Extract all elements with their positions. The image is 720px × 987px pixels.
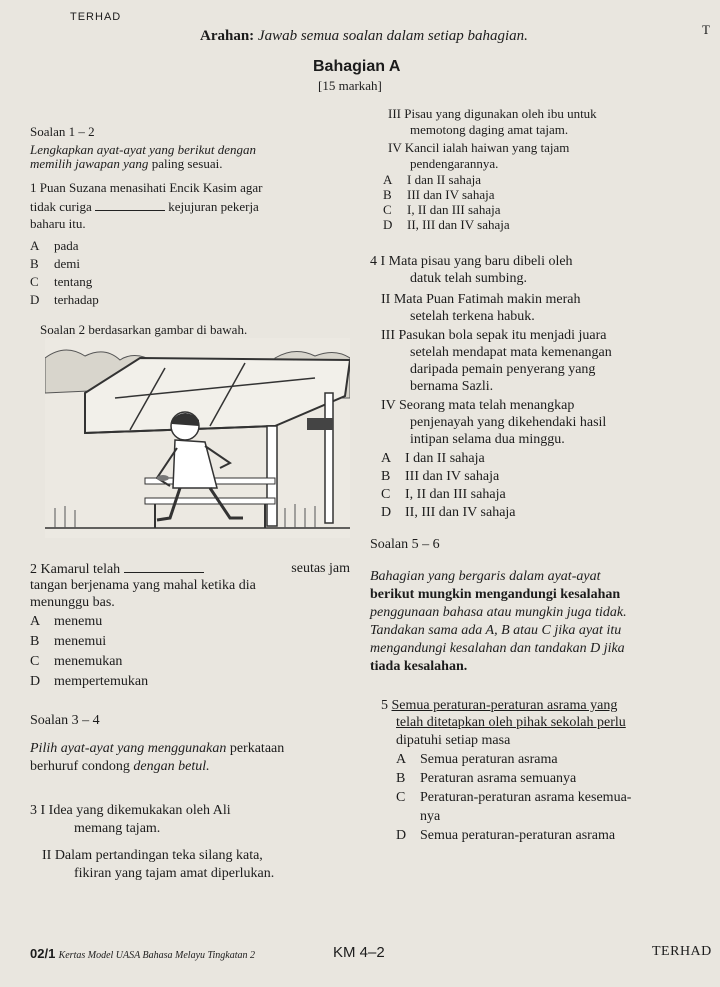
q2-blank [124,560,204,573]
q3-item-I-line2: memang tajam. [74,821,161,836]
option-text: I dan II sahaja [405,451,485,466]
q3-item-II-line1: II Dalam pertandingan teka silang kata, [42,848,263,863]
option-letter: D [381,505,392,520]
q3-4-instr-line2 [30,758,210,775]
q4-item-IV-line2: penjenayah yang dikehendaki hasil [410,415,607,430]
q4-item-III-line4: bernama Sazli. [410,379,494,394]
option-text: menemui [54,634,107,649]
q1-text-a: tidak curiga [30,199,92,214]
option-letter: A [396,752,407,767]
bus-stop-illustration [45,338,350,538]
q4-item-I-line1: 4 I Mata pisau yang baru dibeli oleh [370,254,573,269]
q1-option-b[interactable] [30,256,99,274]
q5-6-instr-line3: penggunaan bahasa atau mungkin juga tidak. [370,605,627,620]
q3-4-instr-line1 [30,740,284,757]
option-letter: B [30,634,40,649]
option-text: I, II dan III sahaja [405,487,506,502]
q5-stem-line2: telah ditetapkan oleh pihak sekolah perlu [396,715,626,730]
q2-option-c[interactable] [30,653,148,673]
q4-item-I-line2: datuk telah sumbing. [410,271,528,286]
option-text: Peraturan-peraturan asrama kesemua- [420,790,632,805]
option-text: menemukan [54,654,123,669]
instr-italic: memilih jawapan yang [30,156,149,171]
q1-stem-line3: baharu itu. [30,216,86,231]
option-text: mempertemukan [54,674,149,689]
q1-blank [95,198,165,211]
q3-item-II-line2: fikiran yang tajam amat diperlukan. [74,866,275,881]
option-letter: C [30,654,40,669]
option-text: menemu [54,614,103,629]
option-text: III dan IV sahaja [407,187,495,202]
option-letter: C [383,202,392,217]
footer-left [30,946,255,962]
terhad-header-tag: TERHAD [70,11,122,23]
q2-text-b: seutas jam [291,561,350,576]
q4-option-c[interactable] [381,486,516,504]
section-marks: [15 markah] [318,78,382,93]
q2-stem-line1 [30,560,350,578]
instructions [200,27,528,45]
q5-6-instr-line4: Tandakan sama ada A, B atau C jika ayat itu [370,623,622,638]
option-text: III dan IV sahaja [405,469,500,484]
q1-2-heading: Soalan 1 – 2 [30,124,95,139]
q5-6-heading: Soalan 5 – 6 [370,537,440,552]
q2-option-d[interactable] [30,673,148,693]
q3-4-heading: Soalan 3 – 4 [30,713,100,728]
q5-number-underlined: 5 Semua peraturan-peraturan asrama yang [381,698,618,713]
q3-option-d[interactable] [383,217,510,232]
corner-mark: T [702,22,710,37]
q4-item-III-line2: setelah mendapat mata kemenangan [410,345,612,360]
instruction-label: Arahan: [200,28,255,44]
q1-option-d[interactable] [30,292,99,310]
option-letter: A [381,451,392,466]
option-letter: A [30,614,41,629]
q3-options [383,172,510,232]
q3-item-III-line2: memotong daging amat tajam. [410,122,569,137]
option-text: nya [420,809,441,824]
option-letter: D [383,217,393,232]
q2-stem-line3: menunggu bas. [30,595,115,610]
q5-option-a[interactable] [396,751,631,770]
option-text: pada [54,238,79,253]
q1-option-c[interactable] [30,274,99,292]
q5-6-instr-line6: tiada kesalahan. [370,659,468,674]
option-letter: B [383,187,392,202]
option-letter: A [383,172,393,187]
q1-options [30,238,99,310]
q2-text-a: 2 Kamarul telah [30,562,121,577]
q4-item-II-line1: II Mata Puan Fatimah makin merah [381,292,581,307]
q4-option-d[interactable] [381,504,516,522]
q5-options [396,751,631,846]
q5-stem-line1 [381,697,617,714]
option-text: I dan II sahaja [407,172,481,187]
q5-6-instr-line2: berikut mungkin mengandungi kesalahan [370,587,621,602]
footer-page-number: KM 4–2 [333,944,385,961]
q4-item-IV-line3: intipan selama dua minggu. [410,432,565,447]
option-letter: C [381,487,391,502]
q2-option-a[interactable] [30,613,148,633]
option-letter: A [30,238,40,253]
option-letter: B [30,256,39,271]
option-text: I, II dan III sahaja [407,202,501,217]
q5-stem-line3: dipatuhi setiap masa [396,733,511,748]
q5-option-b[interactable] [396,770,631,789]
instr-italic: Pilih ayat-ayat yang menggunakan [30,741,227,756]
q2-heading-text: Soalan 2 berdasarkan gambar di bawah. [40,322,248,337]
q3-option-b[interactable] [383,187,510,202]
q4-item-IV-line1: IV Seorang mata telah menangkap [381,398,575,413]
q1-2-instr-line1: Lengkapkan ayat-ayat yang berikut dengan [30,142,256,157]
q4-option-b[interactable] [381,468,516,486]
option-letter: D [30,674,41,689]
q5-option-d[interactable] [396,827,631,846]
q4-item-III-line3: daripada pemain penyerang yang [410,362,596,377]
option-text: tentang [54,274,93,289]
q3-item-I-line1: 3 I Idea yang dikemukakan oleh Ali [30,803,231,818]
option-letter: D [30,292,40,307]
instr-plain: perkataan [229,741,285,756]
q5-6-instr-line5: mengandungi kesalahan dan tandakan D jika [370,641,625,656]
q3-option-a[interactable] [383,172,510,187]
q5-6-instr-line1: Bahagian yang bergaris dalam ayat-ayat [370,569,601,584]
q1-stem-line2 [30,198,259,215]
q2-options [30,613,148,693]
option-letter: B [396,771,406,786]
option-letter: D [396,828,407,843]
option-text: demi [54,256,80,271]
footer-terhad: TERHAD [652,944,712,959]
q2-heading [40,322,247,338]
option-text: II, III dan IV sahaja [405,505,516,520]
instr-plain: berhuruf condong [30,759,130,774]
instruction-text: Jawab semua soalan dalam setiap bahagian. [257,28,528,44]
q3-item-IV-line2: pendengarannya. [410,156,499,171]
q2-stem-line2: tangan berjenama yang mahal ketika dia [30,578,256,593]
option-letter: C [30,274,39,289]
section-title: Bahagian A [313,58,401,75]
q5-option-c[interactable] [396,789,631,808]
option-letter [396,808,412,827]
footer-book-title: Kertas Model UASA Bahasa Melayu Tingkatan 2 [58,950,256,961]
instr-plain: paling sesuai. [151,156,223,171]
q3-item-III-line1: III Pisau yang digunakan oleh ibu untuk [388,106,597,121]
q1-stem-line1: 1 Puan Suzana menasihati Encik Kasim agar [30,180,263,195]
instr-italic: dengan betul. [133,759,210,774]
q4-item-III-line1: III Pasukan bola sepak itu menjadi juara [381,328,607,343]
q1-text-b: kejujuran pekerja [168,199,259,214]
q1-option-a[interactable] [30,238,99,256]
q2-option-b[interactable] [30,633,148,653]
option-text: Peraturan asrama semuanya [420,771,577,786]
q1-2-instr-line2 [30,156,222,172]
option-text: Semua peraturan-peraturan asrama [420,828,616,843]
q4-option-a[interactable] [381,450,516,468]
option-letter: C [396,790,406,805]
option-letter: B [381,469,391,484]
q4-options [381,450,516,522]
option-text: II, III dan IV sahaja [407,217,510,232]
option-text: terhadap [54,292,99,307]
q3-option-c[interactable] [383,202,510,217]
q4-item-II-line2: setelah terkena habuk. [410,309,535,324]
option-text: Semua peraturan asrama [420,752,558,767]
q5-option-c-continued [396,808,631,827]
q3-item-IV-line1: IV Kancil ialah haiwan yang tajam [388,140,570,155]
footer-code: 02/1 [30,946,56,961]
